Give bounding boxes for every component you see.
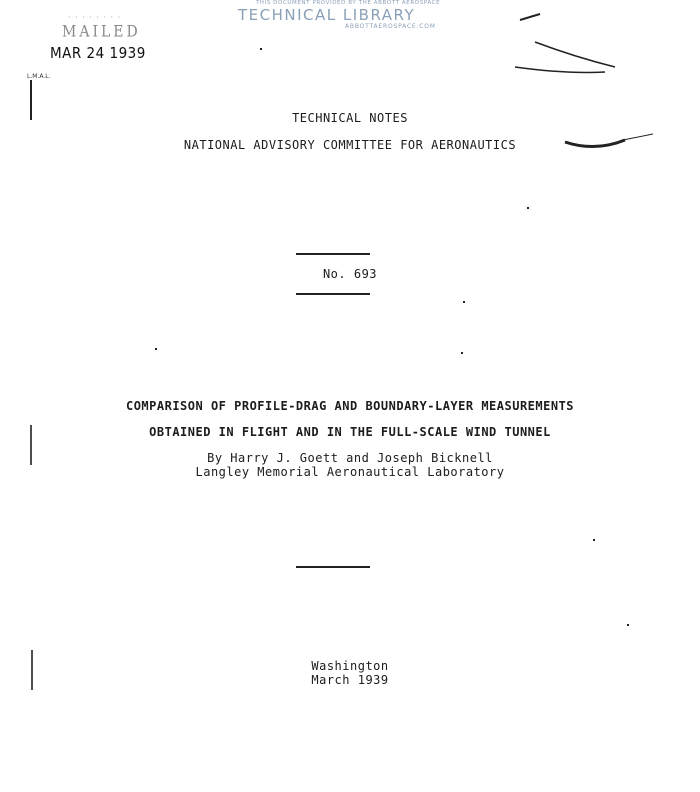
note-number: No. 693 bbox=[322, 267, 378, 281]
rule-below-number bbox=[296, 293, 370, 295]
watermark-url: ABBOTTAEROSPACE.COM bbox=[345, 23, 436, 30]
speck bbox=[463, 301, 465, 303]
authors: By Harry J. Goett and Joseph Bicknell bbox=[207, 451, 493, 465]
speck bbox=[527, 207, 529, 209]
series-heading: TECHNICAL NOTES bbox=[292, 111, 408, 125]
committee-heading: NATIONAL ADVISORY COMMITTEE FOR AERONAUTICS bbox=[183, 138, 517, 152]
laboratory: Langley Memorial Aeronautical Laboratory bbox=[195, 465, 505, 479]
rule-above-place bbox=[296, 566, 370, 568]
stamp-office: L.M.A.L. bbox=[27, 73, 51, 80]
watermark-provided-by: THIS DOCUMENT PROVIDED BY THE ABBOTT AEROSPACE bbox=[255, 0, 441, 6]
title-line-2: OBTAINED IN FLIGHT AND IN THE FULL-SCALE WIND TUNNEL bbox=[149, 425, 551, 439]
speck bbox=[593, 539, 595, 541]
watermark-title: TECHNICAL LIBRARY bbox=[238, 6, 416, 24]
title-line-1: COMPARISON OF PROFILE-DRAG AND BOUNDARY-LAYER MEASUREMENTS bbox=[125, 399, 575, 413]
publication-date: March 1939 bbox=[311, 673, 389, 687]
rule-above-number bbox=[296, 253, 370, 255]
stamp-status: MAILED bbox=[62, 23, 141, 41]
speck bbox=[260, 48, 262, 50]
stamp-date: MAR 24 1939 bbox=[50, 44, 146, 62]
place: Washington bbox=[311, 659, 389, 673]
stamp-header: · · · · · · · · bbox=[68, 13, 122, 22]
speck bbox=[627, 624, 629, 626]
speck bbox=[155, 348, 157, 350]
speck bbox=[461, 352, 463, 354]
